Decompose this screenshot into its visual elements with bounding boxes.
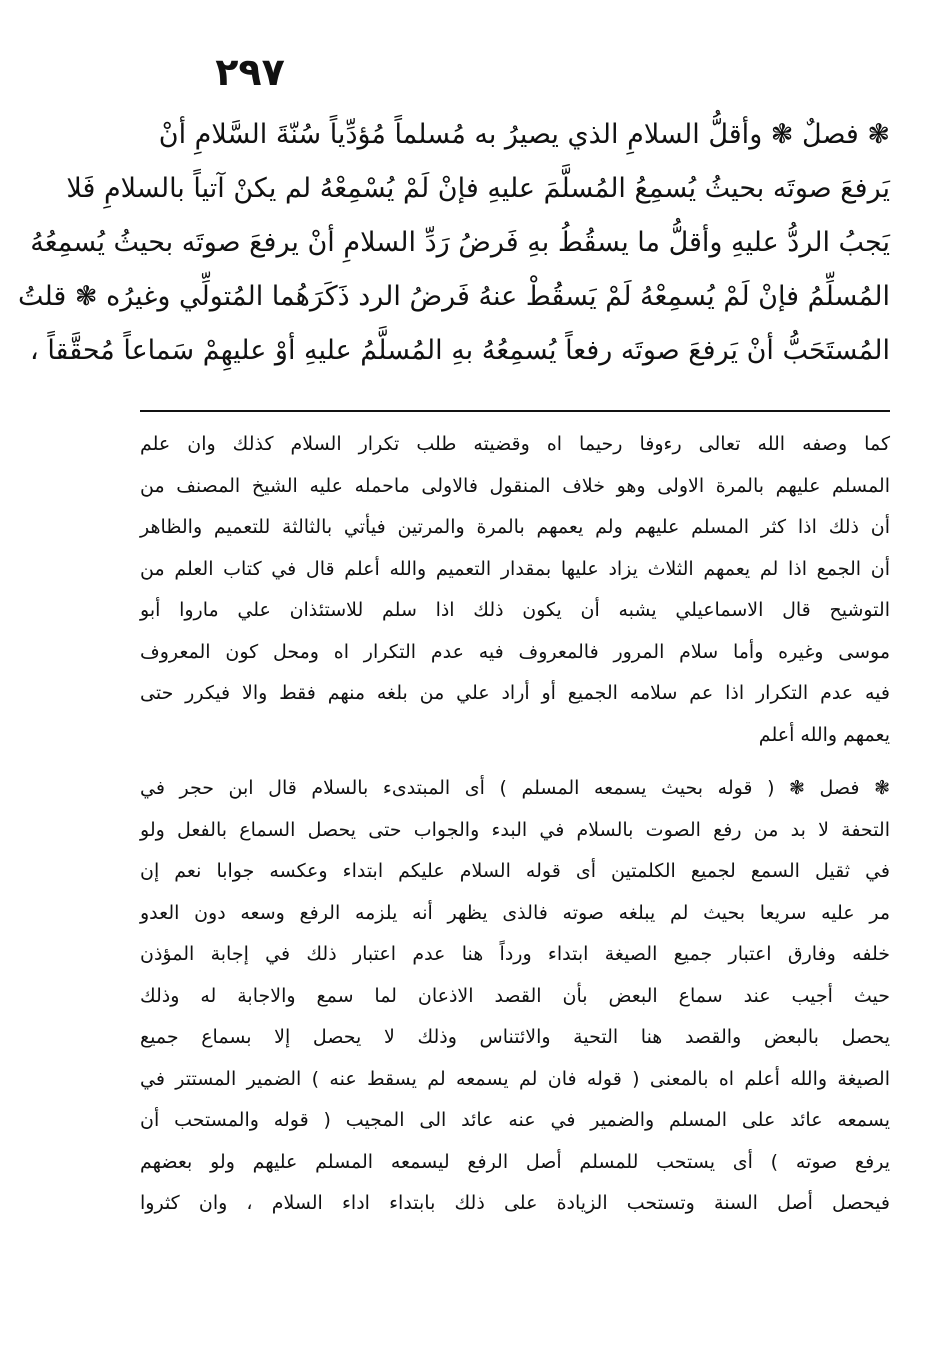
commentary-line: أن ذلك اذا كثر المسلم عليهم ولم يعمهم بالمرة والمرتين فيأتي بالثالثة للتعميم والظاهر: [140, 516, 890, 538]
commentary-line: خلفه وفارق اعتبار جميع الصيغة ابتداء ورداً هنا عدم اعتبار ذلك في إجابة المؤذن: [140, 943, 890, 965]
commentary-line: حيث أجيب عند سماع البعض بأن القصد الاذعان لما سمع والاجابة له وذلك: [140, 984, 890, 1007]
commentary-line: موسى وغيره وأما سلام المرور فالمعروف فيه عدم التكرار اه ومحل كون المعروف: [140, 640, 890, 663]
main-text-line: المُستَحَبُّ أنْ يَرفعَ صوتَه رفعاً يُسمِعُهُ بهِ المُسلَّمُ عليهِ أوْ عليهِمْ سَماعاً مُحقَّقاً ،: [30, 335, 890, 366]
commentary-line: يرفع صوته ) أى يستحب للمسلم أصل الرفع ليسمعه المسلم عليهم ولو بعضهم: [140, 1150, 890, 1173]
commentary-line: مر عليه سريعا بحيث لم يبلغه صوته فالذى يظهر أنه يلزمه الرفع وسعه دون العدو: [140, 901, 890, 924]
commentary-line: يحصل بالبعض والقصد هنا التحية والائتناس وذلك لا يحصل إلا بسماع جميع: [140, 1026, 890, 1048]
page-number: ٢٩٧: [215, 50, 285, 94]
main-text-line: يَرفعَ صوتَه بحيثُ يُسمِعُ المُسلَّمَ عليهِ فإنْ لَمْ يُسْمِعْهُ لم يكنْ آتياً بالسلامِ فَلا: [66, 173, 890, 204]
commentary-line: فيحصل أصل السنة وتستحب الزيادة على ذلك بابتداء اداء السلام ، وان كثروا: [140, 1192, 890, 1214]
commentary: [140, 424, 890, 1225]
main-text-line: المُسلِّمُ فإنْ لَمْ يُسمِعْهُ لَمْ يَسقُطْ عنهُ فَرضُ الرد ذَكَرَهُما المُتولِّي وغيرُه ❃ قلتُ: [17, 281, 890, 312]
commentary-line: التحفة لا بد من رفع الصوت بالسلام في البدء والجواب حتى يحصل السماع بالفعل ولو: [140, 818, 890, 841]
commentary-line: أن الجمع اذا لم يعمهم الثلاث يزاد عليها بمقدار التعميم والله أعلم قال في كتاب العلم من: [140, 557, 890, 580]
main-text-line: يَجبُ الردُّ عليهِ وأقلُّ ما يسقُطُ بهِ فَرضُ رَدِّ السلامِ أنْ يرفعَ صوتَه بحيثُ يُسمِعُهُ: [30, 227, 890, 258]
commentary-line: الصيغة والله أعلم اه بالمعنى ( قوله فان لم يسمعه لم يسقط عنه ) الضمير المستتر في: [140, 1067, 890, 1090]
commentary-line: ❃ فصل ❃ ( قوله بحيث يسمعه المسلم ) أى المبتدىء بالسلام قال ابن حجر في: [140, 777, 890, 799]
section-divider: [140, 410, 890, 412]
commentary-line: كما وصفه الله تعالى رءوفا رحيما اه وقضيته طلب تكرار السلام كذلك وان علم: [140, 433, 890, 455]
commentary-line: يعمهم والله أعلم: [758, 723, 890, 746]
commentary-line: يسمعه عائد على المسلم والضمير في عنه عائد الى المجيب ( قوله والمستحب أن: [140, 1109, 890, 1131]
main-text-line: ❃ فصلٌ ❃ وأقلُّ السلامِ الذي يصيرُ به مُسلماً مُؤدِّياً سُنّةَ السَّلامِ أنْ: [158, 119, 890, 150]
main-text: [17, 108, 890, 378]
paragraph-gap: [140, 756, 890, 768]
commentary-line: التوشيح قال الاسماعيلي يشبه أن يكون ذلك اذا سلم للاستئذان علي ماروا أبو: [140, 599, 890, 621]
commentary-line: المسلم عليهم بالمرة الاولى وهو خلاف المنقول فالاولى ماحمله عليه الشيخ المصنف من: [140, 474, 890, 497]
commentary-line: في ثقيل السمع لجميع الكلمتين أى قوله السلام عليكم ابتداء وعكسه جوابا نعم إن: [140, 860, 890, 882]
commentary-line: فيه عدم التكرار اذا عم سلامه الجميع أو أراد علي من بلغه منهم فقط والا فيكرر حتى: [140, 682, 890, 704]
